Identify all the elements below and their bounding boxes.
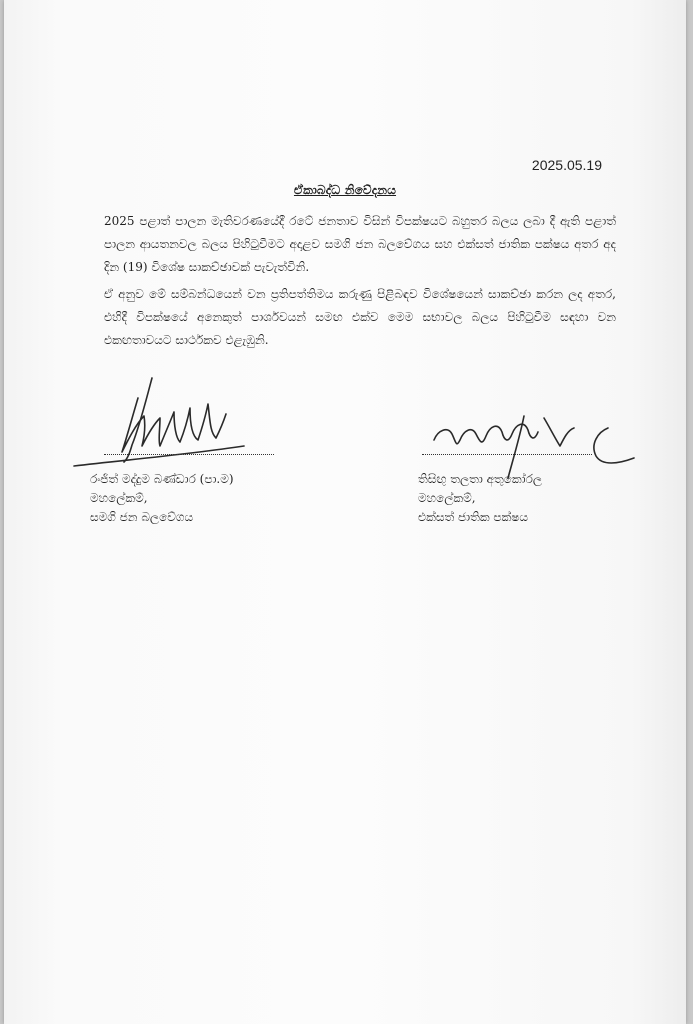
paragraph-2: ඒ අනුව මේ සම්බන්ධයෙන් වන ප්‍රතිපත්තිමය කරුණු පිළිබඳව විශේෂයෙන් සාකච්ඡා කරන ලද අතර, එහිදී විපක්ෂයේ අනෙකුත් පාර්ශවයන් සමඟ එක්ව මෙම සභාවල බලය පිහිටුවීම සඳහා වන එකඟතාවයට සාර්ථකව එළැඹුනි. xyxy=(104,287,616,347)
left-signature-line xyxy=(104,454,274,455)
right-signatory xyxy=(418,470,542,527)
right-signatory-name: තිසිඟු තලතා අතුකෝරල xyxy=(418,472,543,486)
left-signatory xyxy=(90,470,234,527)
right-signature xyxy=(434,416,634,478)
paragraph-1: 2025 පළාත් පාලන මැතිවරණයේදී රටේ ජනතාව විසින් විපක්ෂයට බහුතර බලය ලබා දී ඇති පළාත් පාලන ආයතනවල බලය පිහිටුවීමට අදාළව සමගි ජන බලවේගය සහ එක්සත් ජාතික පක්ෂය අතර අද දින (19) විශේෂ සාකච්ඡාවක් පැවැත්විනි. xyxy=(104,214,616,274)
right-signatory-position: මහලේකම්, xyxy=(418,491,476,505)
left-signatory-position: මහලේකම්, xyxy=(90,491,148,505)
document-title: ඒකාබද්ධ නිවේදනය xyxy=(293,183,397,197)
left-signature xyxy=(74,378,244,466)
right-signatory-organization: එක්සත් ජාතික පක්ෂය xyxy=(418,510,529,524)
document-page xyxy=(4,0,686,1024)
left-signatory-organization: සමගි ජන බලවේගය xyxy=(90,510,194,524)
left-signatory-name: රංජිත් මද්දුම බණ්ඩාර (පා.ම) xyxy=(90,472,234,486)
document-date: 2025.05.19 xyxy=(531,157,602,173)
right-signature-line xyxy=(422,454,592,455)
